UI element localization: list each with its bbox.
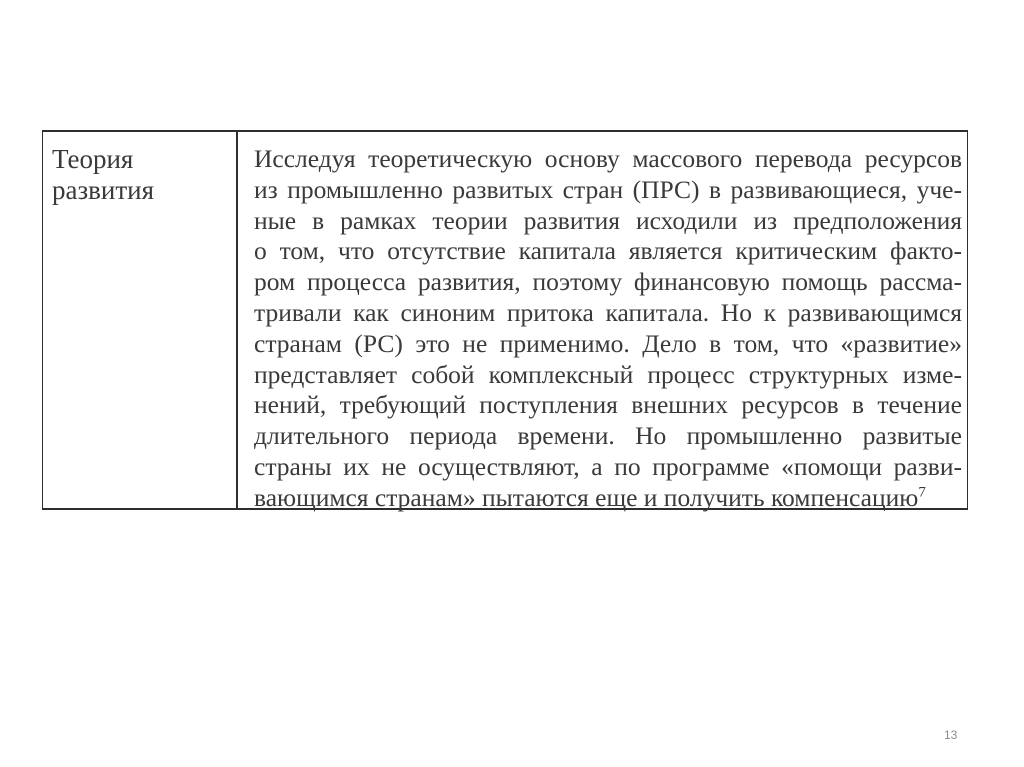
- term-line: развития: [52, 175, 155, 205]
- description-line: ные в рамках теории развития исходили из предположения: [254, 205, 962, 235]
- description-line: из промышленно развитых стран (ПРС) в развивающиеся, уче-: [254, 174, 962, 204]
- table-right-border: [967, 132, 968, 508]
- description-line: тривали как синоним притока капитала. Но к развивающимся: [254, 297, 962, 327]
- column-divider: [236, 132, 238, 508]
- description-line: представляет собой комплексный процесс структурных изме-: [254, 359, 962, 389]
- term-cell: [52, 144, 232, 206]
- description-line: страны их не осуществляют, а по программе «помощи разви-: [254, 451, 962, 481]
- description-line: странам (РС) это не применимо. Дело в том, что «развитие»: [254, 328, 962, 358]
- definition-table: [42, 130, 968, 510]
- page-number: 13: [944, 728, 958, 742]
- description-line-text: вающимся странам» пытаются еще и получить компенсацию: [254, 482, 919, 512]
- description-line-last: [254, 483, 962, 514]
- description-line: Исследуя теоретическую основу массового перевода ресурсов: [254, 144, 962, 173]
- description-line: длительного периода времени. Но промышленно развитые: [254, 421, 962, 451]
- description-line: о том, что отсутствие капитала является критическим факто-: [254, 236, 962, 266]
- term-line: Теория: [52, 144, 134, 174]
- description-line: нений, требующий поступления внешних ресурсов в течение: [254, 390, 962, 420]
- description-cell: [254, 144, 962, 514]
- description-line: ром процесса развития, поэтому финансовую помощь рассма-: [254, 267, 962, 297]
- footnote-marker: 7: [918, 484, 926, 501]
- table-left-border: [42, 132, 43, 508]
